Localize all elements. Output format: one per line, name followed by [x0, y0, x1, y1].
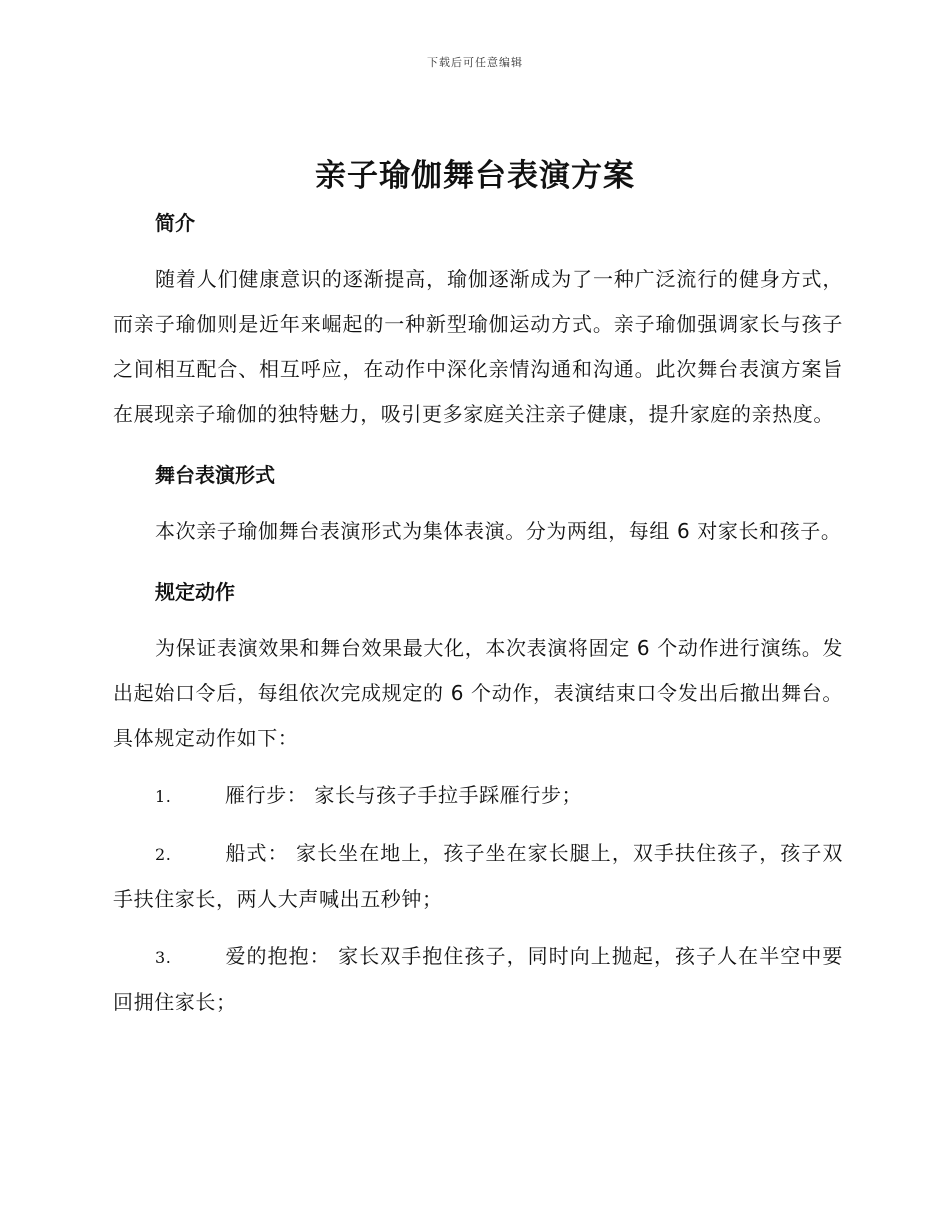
section-heading-intro: 简介: [155, 211, 195, 235]
header-note: 下载后可任意编辑: [427, 56, 523, 69]
actions-paragraph: 为保证表演效果和舞台效果最大化，本次表演将固定 6 个动作进行演练。发出起始口令后，每组依次完成规定的 6 个动作，表演结束口令发出后撤出舞台。具体规定动作如下：: [113, 636, 843, 750]
action-list-item: [113, 934, 843, 1025]
section-heading-actions: 规定动作: [155, 580, 235, 604]
list-number: 3.: [155, 948, 172, 967]
action-list-item: [113, 831, 843, 922]
section-heading-format: 舞台表演形式: [155, 463, 275, 487]
list-item-text: 船式： 家长坐在地上，孩子坐在家长腿上，双手扶住孩子，孩子双手扶住家长，两人大声喊出五秒钟；: [113, 841, 843, 911]
format-paragraph: 本次亲子瑜伽舞台表演形式为集体表演。分为两组，每组 6 对家长和孩子。: [155, 519, 842, 543]
document-body: [113, 205, 843, 1025]
list-number: 1.: [155, 787, 172, 806]
document-title: 亲子瑜伽舞台表演方案: [315, 158, 635, 194]
list-item-text: 爱的抱抱： 家长双手抱住孩子，同时向上抛起，孩子人在半空中要回拥住家长；: [113, 944, 843, 1014]
action-list-item: [113, 773, 843, 819]
intro-paragraph: 随着人们健康意识的逐渐提高，瑜伽逐渐成为了一种广泛流行的健身方式，而亲子瑜伽则是近年来崛起的一种新型瑜伽运动方式。亲子瑜伽强调家长与孩子之间相互配合、相互呼应，在动作中深化亲情沟通和沟通。此次舞台表演方案旨在展现亲子瑜伽的独特魅力，吸引更多家庭关注亲子健康，提升家庭的亲热度。: [113, 267, 843, 426]
list-item-text: 雁行步： 家长与孩子手拉手踩雁行步；: [225, 783, 583, 807]
list-number: 2.: [155, 845, 172, 864]
